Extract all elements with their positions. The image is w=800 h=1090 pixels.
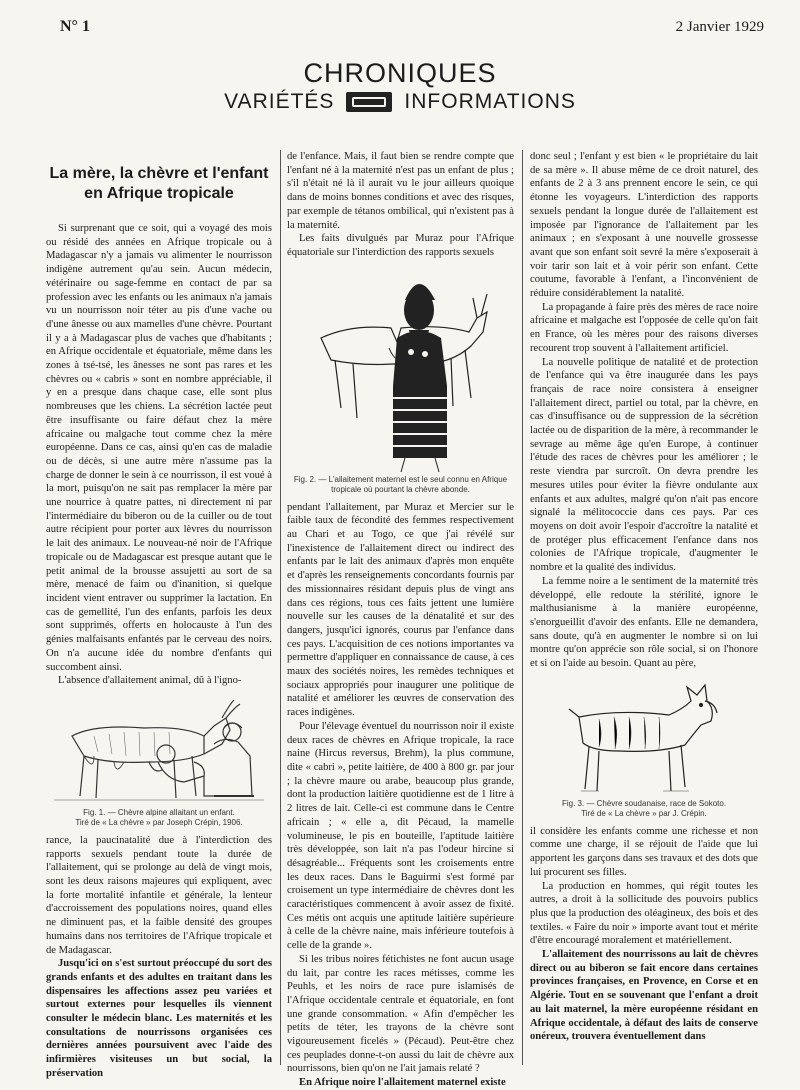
paragraph: pendant l'allaitement, par Muraz et Mercier sur le faible taux de fécondité des femmes respectivement au Chari et au Togo, ce que j'ai révélé sur l'inexistence de l'allaitement direct ou indirect des enfants par le lait des animaux d'après mon enquête et d'après les renseignements concordants fournis par des missionnaires résidant depuis plus de vingt ans dans ces régions, tous ces faits jettent une lumière nouvelle sur les causes de la dénatalité et sur des dangers, jusqu'ici ignorés, courus par l'enfance dans ces pays. L'acquisition de ces notions importantes va permettre d'appliquer en connaissance de cause, à ces maux des sociétés noires, les remèdes techniques et sociaux appropriés pour inaugurer une politique de natalité et améliorer les œuvres de conservation des races indigènes. xyxy=(287,501,514,719)
ornament-icon xyxy=(346,92,392,112)
paragraph: il considère les enfants comme une richesse et non comme une charge, il se réjouit de l'aide que lui apportent les garçons dans ses travaux et des dots que lui procurent ses filles. xyxy=(530,825,758,878)
paragraph: La propagande à faire près des mères de race noire africaine et malgache est l'opposée de celle qu'on fait en France, où les mères pour des raisons diverses recourent trop souvent à l'allaitement artificiel. xyxy=(530,301,758,354)
paragraph: L'absence d'allaitement animal, dû à l'igno- xyxy=(58,675,242,687)
article-title: La mère, la chèvre et l'enfant en Afrique tropicale xyxy=(49,165,269,202)
figure-3 xyxy=(530,679,758,819)
paragraph: Si les tribus noires fétichistes ne font aucun usage du lait, par contre les races métisses, comme les Peuhls, et les noirs de race pure islamisés de l'Afrique occidentale centrale et équatoriale, en font une grande consommation. « Afin d'empêcher les petits de téter, les trayons de la chèvre sont vigoureusement ficelés » (Pécaud). Peut-être chez ces peuplades donne-t-on aussi du lait de chèvre aux nourrissons, bien qu'on ne l'ait jamais relaté ? xyxy=(287,953,514,1075)
paragraph: La production en hommes, qui régit toutes les autres, a droit à la sollicitude des pouvoirs publics plus que la production des oléagineux, des bois et des textiles. « Faire du noir » importe avant tout et mérite d'être encouragé moralement et matériellement. xyxy=(530,880,758,947)
figure-2 xyxy=(287,268,514,495)
paragraph: donc seul ; l'enfant y est bien « le propriétaire du lait de sa mère ». Il abuse même de ce droit naturel, des enfants de 2 à 3 ans prennent encore le sein, ce qui étonne les voyageurs. L'interdiction des rapports sexuels pendant la longue durée de l'allaitement est imposée par l'ignorance de l'allaitement par les animaux ; en s'exposant à une nouvelle grossesse avant que son enfant soit sevré la mère s'exposerait à voir tarir son lait et à voir périr son enfant. Cette coutume, favorable à l'enfant, a l'inconvénient de réduire considérablement la natalité. xyxy=(530,151,758,300)
paragraph: La femme noire a le sentiment de la maternité très développé, elle redoute la stérilité, ignore le malthusianisme à la manière européenne, s'enorgueillit d'avoir des enfants. Elle ne demandera, sans doute, qu'à en augmenter le nombre si on lui montre qu'on apprécie son rôle social, si on l'honore et si on l'aide au besoin. Quant au père, xyxy=(530,575,758,670)
running-header xyxy=(60,18,764,36)
paragraph: Jusqu'ici on s'est surtout préoccupé du sort des grands enfants et des adultes en traitant dans les dispensaires les affections assez peu variées et surtout externes pour lesquelles ils viennent consulter le médecin blanc. Les maternités et les consultations de nourrissons organisées ces dernières années poursuivent avec l'aide des infirmières visiteuses un but social, la préservation xyxy=(46,958,272,1079)
figure-1 xyxy=(46,696,272,828)
column-3 xyxy=(530,150,758,1070)
figure-1-caption xyxy=(46,808,272,828)
caption-line: Fig. 1. — Chèvre alpine allaitant un enfant. xyxy=(83,807,235,817)
masthead-informations: INFORMATIONS xyxy=(404,90,576,113)
masthead-varietes: VARIÉTÉS xyxy=(224,90,335,113)
column-divider xyxy=(522,150,523,1065)
issue-date: 2 Janvier 1929 xyxy=(675,19,764,35)
paragraph: En Afrique noire l'allaitement maternel existe xyxy=(299,1077,506,1089)
paragraph: Pour l'élevage éventuel du nourrisson noir il existe deux races de chèvres en Afrique tropicale, la race naine (Hircus reversus, Brehm), la plus commune, dite « cabri », petite laitière, de 400 à 800 gr. par jour ; la chèvre maure ou arabe, beaucoup plus grande, dont la production laitière quotidienne est de 1 litre à 2 litres de lait. Celle-ci est commune dans le Centre africain ; « elle a, dit Pécaud, la mamelle volumineuse, le pis en bouteille, l'aptitude laitière très développée, son lait n'a pas l'odeur hircine si désagréable... Fréquents sont les croisements entre les deux races. Dans le Baguirmi s'est formé par croisement un type intermédiaire de chèvres dont les caractéristiques commencent à avoir assez de fixité. Ces métis ont acquis une aptitude laitière supérieure à celle de la chèvre naine, mais inférieure toutefois à celle de la grande ». xyxy=(287,720,514,952)
masthead-subtitle xyxy=(0,90,800,114)
paragraph: rance, la paucinatalité due à l'interdiction des rapports sexuels pendant toute la durée de l'allaitement, qui se prolonge au delà de vingt mois, sont les deux raisons majeures qui expliquent, avec la forte mortalité infantile et générale, la lenteur d'accroissement des populations noires, quand elles ne diminuent pas, et la faible densité des groupes humains dans nos territoires de l'Afrique tropicale et de Madagascar. xyxy=(46,834,272,956)
caption-line: Tiré de « La chèvre » par Joseph Crépin, 1906. xyxy=(75,817,243,827)
goat-nursing-child-illustration xyxy=(54,696,264,806)
section-masthead xyxy=(0,58,800,114)
figure-2-caption: Fig. 2. — L'allaitement maternel est le seul connu en Afrique tropicale où pourtant la chèvre abonde. xyxy=(293,474,508,494)
column-1 xyxy=(46,150,272,1079)
paragraph: Si surprenant que ce soit, qui a voyagé des mois ou résidé des années en Afrique tropicale ou à Madagascar n'y a jamais vu alimenter le nourrisson indigène autrement qu'au sein. Aucun médecin, vétérinaire ou sage-femme en contact de par sa profession avec les enfants ou les animaux n'a jamais vu un nourrisson noir téter au pis d'une vache ou d'une ânesse ou aux mamelles d'une chèvre. Pourtant il y a à Madagascar plus de vaches que d'habitants ; en Afrique occidentale et équatoriale, même dans les zones à tsé-tsé, les ânesses ne sont pas rares et les chèvres ou « cabris » sont en nombre appréciable, il y en a presque dans chaque case, elle sont plus nombreuses que les chiens. La sécrétion lactée peut être insuffisante ou faire défaut chez la mère africaine ou malgache tout comme chez la mère européenne. Dans ce cas, ainsi qu'en cas de maladie ou de décès, si une autre mère n'assume pas la charge de donner le sein à ce nourrisson, il est voué à la mort, puisqu'on ne sait pas remplacer la mère par une nourrice à quatre pattes, ni directement ni par l'intermédiaire du biberon ou de la cuiller ou de tout autre récipient pour porter aux lèvres du nourrisson le lait des animaux. Le nouveau-né noir de l'Afrique tropicale ou de Madagascar est presque autant que le petit animal de la brousse assujetti au sort de sa mère, menacé de faim ou d'inanition, si quelque incident vient entraver ou supprimer la lactation. En cas de gemellité, l'un des enfants, parfois les deux sont supprimés, offerts en holocauste à l'un des génies malfaisants enfantés par le cerveau des noirs. On n'a aucune idée du nombre d'enfants qui succombent ainsi. xyxy=(46,223,272,673)
issue-number: N° 1 xyxy=(60,18,90,35)
sudanese-goat-illustration xyxy=(559,679,729,797)
mother-breastfeeding-illustration xyxy=(301,268,501,473)
paragraph: L'allaitement des nourrissons au lait de chèvres direct ou au biberon se fait encore dans certaines provinces françaises, en Provence, en Corse et en Algérie. Tout en se souvenant que l'enfant a droit au lait maternel, la mère européenne résidant en Afrique occidentale, à défaut des laits de conserve onéreux, trouvera éventuellement dans xyxy=(530,949,758,1043)
column-2 xyxy=(287,150,514,1089)
caption-line: Tiré de « La chèvre » par J. Crépin. xyxy=(581,808,707,818)
figure-3-caption xyxy=(530,799,758,819)
column-divider xyxy=(280,150,281,1065)
paragraph: La nouvelle politique de natalité et de protection de l'enfance qui va être inaugurée dans les pays français de race noire consistera à enseigner l'allaitement direct, partiel ou total, par la chèvre, en cas d'insuffisance ou de suppression de la sécrétion lactée ou de disparition de la mère, à recommander le sevrage au même âge qu'en Europe, à continuer l'étude des races de chèvres pour les améliorer ; le reste viendra par surcroît. On devra prendre les mesures utiles pour éviter la fièvre ondulante aux enfants et aux adultes, malgré qu'on n'ait pas encore signalé la mélitococcie dans ces pays. Par ces moyens on doit avoir l'espoir d'accroître la natalité et de protéger plus efficacement l'enfance dans nos colonies de l'Afrique tropicale, d'augmenter le nombre et la qualité des individus. xyxy=(530,356,758,574)
masthead-chroniques: CHRONIQUES xyxy=(303,58,497,88)
paragraph: Les faits divulgués par Muraz pour l'Afrique équatoriale sur l'interdiction des rapports sexuels xyxy=(287,233,514,258)
caption-line: Fig. 3. — Chèvre soudanaise, race de Sokoto. xyxy=(561,798,727,808)
paragraph: de l'enfance. Mais, il faut bien se rendre compte que l'enfant né à la maternité n'est pas un enfant de plus ; s'il n'était né là il aurait vu le jour ailleurs quoique dans de moins bonnes conditions et avec des risques, par exemple de tétanos ombilical, qui n'existent pas à la maternité. xyxy=(287,151,514,231)
